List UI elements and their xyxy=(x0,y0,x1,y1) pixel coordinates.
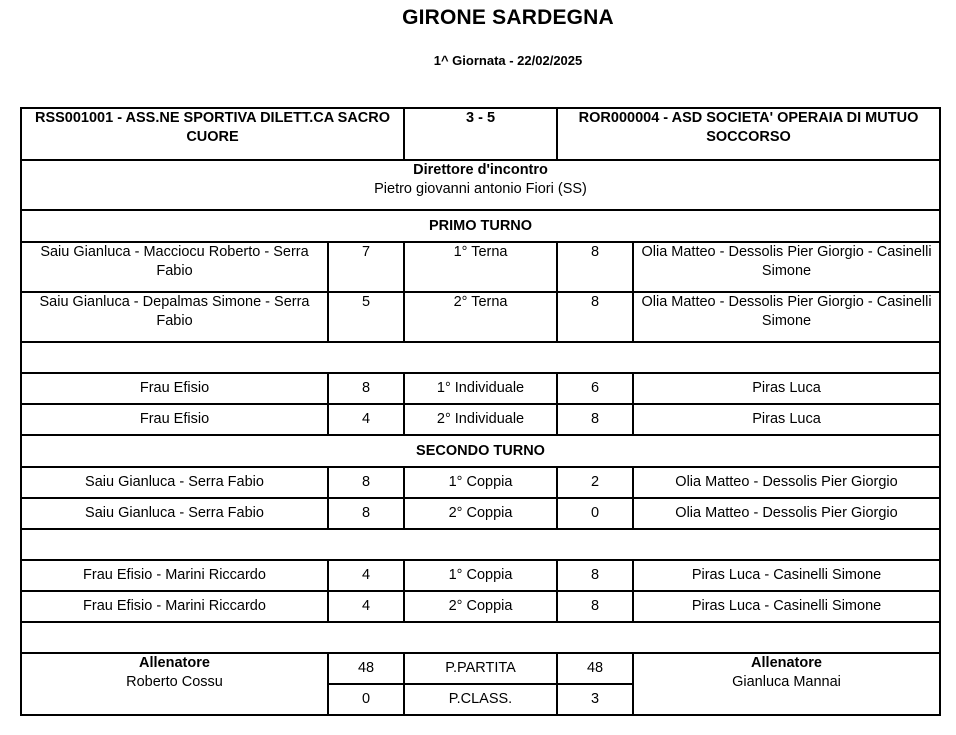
table-row xyxy=(21,373,940,404)
away-players: Olia Matteo - Dessolis Pier Giorgio xyxy=(633,467,940,498)
match-header-row xyxy=(21,108,940,160)
away-players: Olia Matteo - Dessolis Pier Giorgio xyxy=(633,498,940,529)
home-match-points: 48 xyxy=(328,653,404,684)
table-row xyxy=(21,404,940,435)
event-name: 2° Coppia xyxy=(404,498,557,529)
away-players: Olia Matteo - Dessolis Pier Giorgio - Casinelli Simone xyxy=(633,242,940,292)
spacer-row xyxy=(21,622,940,653)
event-name: 1° Terna xyxy=(404,242,557,292)
event-name: 1° Individuale xyxy=(404,373,557,404)
home-team-name: RSS001001 - ASS.NE SPORTIVA DILETT.CA SACRO CUORE xyxy=(21,108,404,160)
event-name: 2° Coppia xyxy=(404,591,557,622)
away-players: Piras Luca - Casinelli Simone xyxy=(633,560,940,591)
second-round-header xyxy=(21,435,940,467)
table-row xyxy=(21,242,940,292)
spacer-row xyxy=(21,342,940,373)
referee-label: Direttore d'incontro xyxy=(413,162,548,178)
table-row xyxy=(21,591,940,622)
away-points: 8 xyxy=(557,560,633,591)
away-players: Piras Luca xyxy=(633,373,940,404)
matchday-subtitle: 1^ Giornata - 22/02/2025 xyxy=(433,53,583,68)
home-players: Saiu Gianluca - Depalmas Simone - Serra Fabio xyxy=(21,292,328,342)
referee-name: Pietro giovanni antonio Fiori (SS) xyxy=(374,181,587,197)
home-class-points: 0 xyxy=(328,684,404,715)
away-points: 2 xyxy=(557,467,633,498)
page-title: GIRONE SARDEGNA xyxy=(402,6,614,29)
spacer-row xyxy=(21,529,940,560)
event-name: 1° Coppia xyxy=(404,560,557,591)
home-players: Saiu Gianluca - Serra Fabio xyxy=(21,467,328,498)
home-players: Frau Efisio - Marini Riccardo xyxy=(21,560,328,591)
match-report-table xyxy=(20,107,941,716)
away-points: 8 xyxy=(557,404,633,435)
table-row xyxy=(21,560,940,591)
totals-row xyxy=(21,653,940,684)
away-class-points: 3 xyxy=(557,684,633,715)
away-coach-name: Gianluca Mannai xyxy=(732,674,841,690)
away-points: 6 xyxy=(557,373,633,404)
away-points: 8 xyxy=(557,242,633,292)
away-players: Piras Luca - Casinelli Simone xyxy=(633,591,940,622)
home-coach-label: Allenatore xyxy=(139,655,210,671)
away-points: 8 xyxy=(557,591,633,622)
home-players: Saiu Gianluca - Serra Fabio xyxy=(21,498,328,529)
away-players: Piras Luca xyxy=(633,404,940,435)
away-coach-label: Allenatore xyxy=(751,655,822,671)
away-coach-cell xyxy=(633,653,940,715)
table-row xyxy=(21,467,940,498)
home-points: 4 xyxy=(328,591,404,622)
away-match-points: 48 xyxy=(557,653,633,684)
home-points: 5 xyxy=(328,292,404,342)
event-name: 2° Terna xyxy=(404,292,557,342)
home-points: 4 xyxy=(328,404,404,435)
home-players: Frau Efisio xyxy=(21,373,328,404)
referee-row xyxy=(21,160,940,210)
event-name: 1° Coppia xyxy=(404,467,557,498)
table-row xyxy=(21,498,940,529)
table-row xyxy=(21,292,940,342)
home-points: 7 xyxy=(328,242,404,292)
home-coach-cell xyxy=(21,653,328,715)
away-points: 8 xyxy=(557,292,633,342)
home-points: 4 xyxy=(328,560,404,591)
home-points: 8 xyxy=(328,467,404,498)
second-round-label: SECONDO TURNO xyxy=(21,435,940,467)
home-players: Frau Efisio - Marini Riccardo xyxy=(21,591,328,622)
event-name: 2° Individuale xyxy=(404,404,557,435)
first-round-header xyxy=(21,210,940,242)
home-players: Frau Efisio xyxy=(21,404,328,435)
match-score: 3 - 5 xyxy=(404,108,557,160)
away-players: Olia Matteo - Dessolis Pier Giorgio - Casinelli Simone xyxy=(633,292,940,342)
referee-cell xyxy=(21,160,940,210)
away-team-name: ROR000004 - ASD SOCIETA' OPERAIA DI MUTUO SOCCORSO xyxy=(557,108,940,160)
home-coach-name: Roberto Cossu xyxy=(126,674,223,690)
class-points-label: P.CLASS. xyxy=(404,684,557,715)
match-points-label: P.PARTITA xyxy=(404,653,557,684)
home-players: Saiu Gianluca - Macciocu Roberto - Serra Fabio xyxy=(21,242,328,292)
home-points: 8 xyxy=(328,373,404,404)
first-round-label: PRIMO TURNO xyxy=(21,210,940,242)
home-points: 8 xyxy=(328,498,404,529)
away-points: 0 xyxy=(557,498,633,529)
